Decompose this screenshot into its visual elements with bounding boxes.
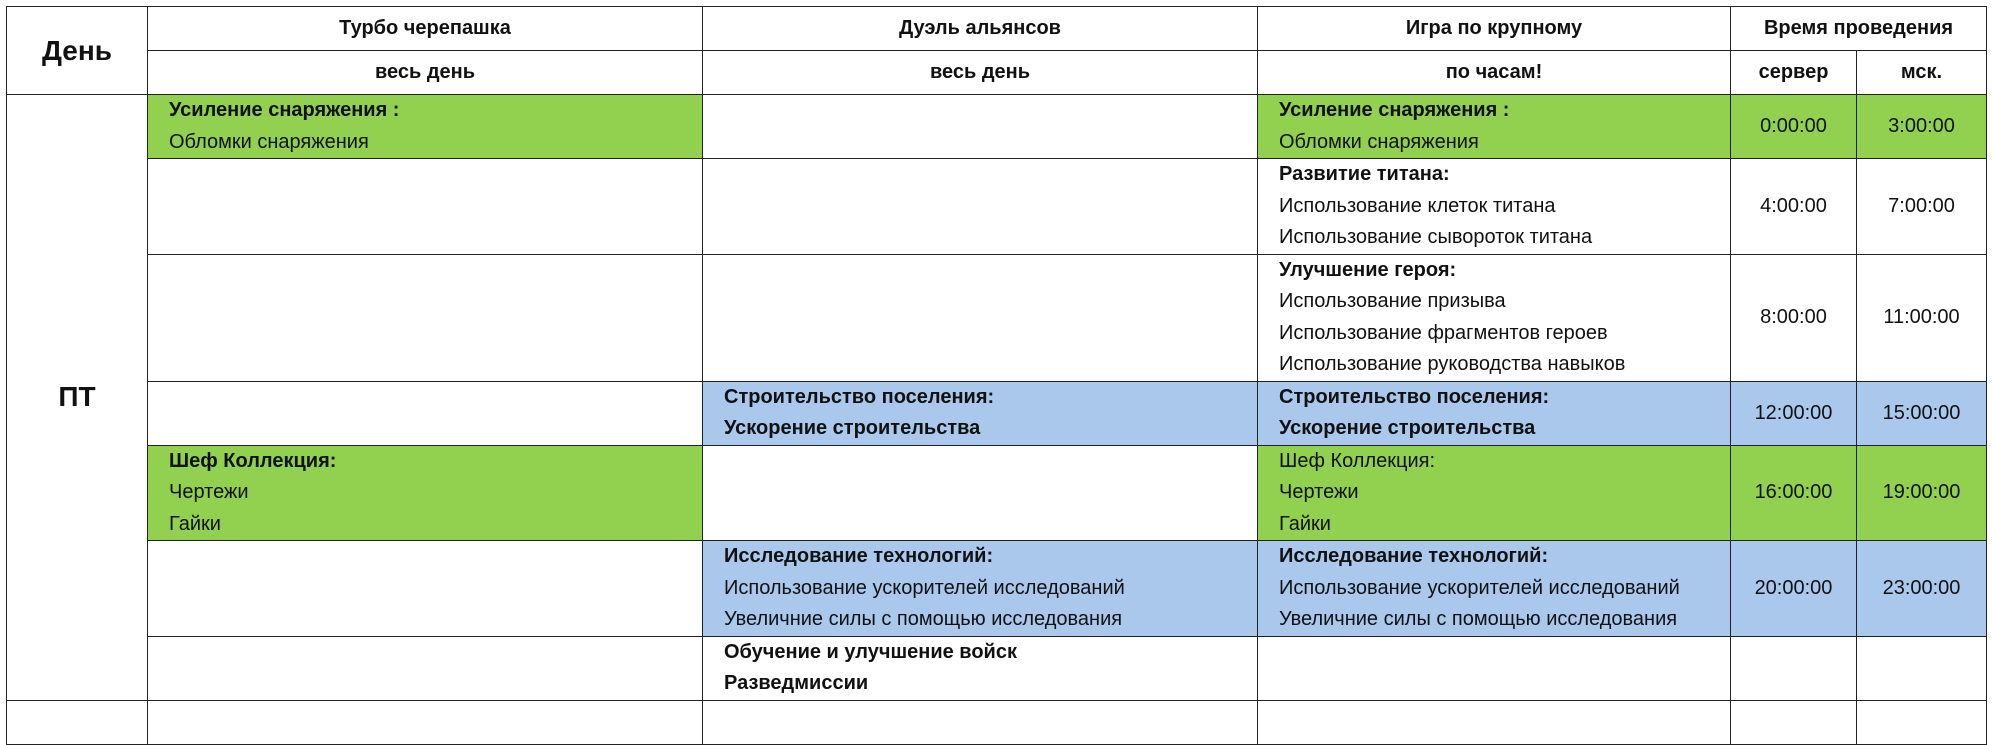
server-time: 8:00:00 bbox=[1731, 254, 1857, 381]
empty-cell bbox=[1857, 700, 1987, 744]
event-cell bbox=[1258, 95, 1731, 159]
event-title: Усиление снаряжения : bbox=[1279, 99, 1510, 121]
event-cell-empty bbox=[148, 541, 703, 637]
event-title: Строительство поселения: bbox=[1279, 385, 1550, 408]
event-title: Усиление снаряжения : bbox=[169, 99, 400, 121]
event-line: Использование фрагментов героев bbox=[1279, 321, 1608, 344]
table-row bbox=[7, 541, 1987, 637]
day-cell: ПТ bbox=[7, 95, 148, 701]
event-cell bbox=[1258, 445, 1731, 541]
event-cell bbox=[1258, 541, 1731, 637]
event-cell bbox=[703, 541, 1258, 637]
event-title: Строительство поселения: bbox=[724, 385, 995, 408]
event-cell-empty bbox=[148, 636, 703, 700]
event-cell-empty bbox=[703, 445, 1258, 541]
empty-cell bbox=[7, 700, 148, 744]
event-cell-empty bbox=[703, 159, 1258, 255]
table-row bbox=[7, 95, 1987, 159]
event-title: Развитие титана: bbox=[1279, 163, 1450, 185]
event-cell bbox=[1258, 159, 1731, 255]
time-header: Время проведения bbox=[1731, 7, 1987, 51]
col-big-game-sub: по часам! bbox=[1258, 51, 1731, 95]
event-title: Исследование технологий: bbox=[1279, 545, 1549, 567]
msk-time: 3:00:00 bbox=[1857, 95, 1987, 159]
schedule-sheet bbox=[6, 6, 1987, 745]
event-line: Гайки bbox=[169, 512, 221, 535]
msk-time: 15:00:00 bbox=[1857, 381, 1987, 445]
event-line: Использование сывороток титана bbox=[1279, 226, 1593, 248]
msk-time bbox=[1857, 636, 1987, 700]
table-row-empty bbox=[7, 700, 1987, 744]
event-title: Улучшение героя: bbox=[1279, 258, 1457, 281]
schedule-table bbox=[6, 6, 1987, 745]
event-line: Увеличние силы с помощью исследования bbox=[724, 608, 1123, 630]
msk-time-header: мск. bbox=[1857, 51, 1987, 95]
event-cell bbox=[703, 381, 1258, 445]
event-line: Чертежи bbox=[1279, 481, 1359, 503]
event-cell bbox=[1258, 254, 1731, 381]
server-time: 0:00:00 bbox=[1731, 95, 1857, 159]
event-cell-empty bbox=[703, 95, 1258, 159]
event-line: Гайки bbox=[1279, 512, 1331, 535]
msk-time: 23:00:00 bbox=[1857, 541, 1987, 637]
event-line: Обломки снаряжения bbox=[1279, 130, 1479, 153]
msk-time: 19:00:00 bbox=[1857, 445, 1987, 541]
event-title: Исследование технологий: bbox=[724, 545, 994, 567]
day-header: День bbox=[7, 7, 148, 95]
event-line: Использование клеток титана bbox=[1279, 194, 1556, 217]
empty-cell bbox=[703, 700, 1258, 744]
event-line: Использование призыва bbox=[1279, 290, 1506, 312]
empty-cell bbox=[148, 700, 703, 744]
col-turbo-turtle-header: Турбо черепашка bbox=[148, 7, 703, 51]
event-line: Увеличние силы с помощью исследования bbox=[1279, 608, 1678, 630]
event-cell bbox=[148, 445, 703, 541]
event-line: Использование руководства навыков bbox=[1279, 353, 1626, 375]
col-big-game-header: Игра по крупному bbox=[1258, 7, 1731, 51]
col-alliance-duel-header: Дуэль альянсов bbox=[703, 7, 1258, 51]
server-time: 4:00:00 bbox=[1731, 159, 1857, 255]
event-cell bbox=[148, 95, 703, 159]
event-title: Обучение и улучшение войск bbox=[724, 640, 1017, 663]
table-row bbox=[7, 445, 1987, 541]
event-cell-empty bbox=[148, 159, 703, 255]
event-line: Ускорение строительства bbox=[724, 417, 981, 439]
event-cell-empty bbox=[1258, 636, 1731, 700]
event-line: Чертежи bbox=[169, 481, 249, 503]
event-line: Обломки снаряжения bbox=[169, 130, 369, 153]
server-time: 16:00:00 bbox=[1731, 445, 1857, 541]
event-line: Разведмиссии bbox=[724, 672, 869, 694]
server-time bbox=[1731, 636, 1857, 700]
col-alliance-duel-sub: весь день bbox=[703, 51, 1258, 95]
event-line: Использование ускорителей исследований bbox=[724, 576, 1125, 599]
event-cell-empty bbox=[703, 254, 1258, 381]
event-title: Шеф Коллекция: bbox=[169, 449, 337, 472]
event-cell bbox=[703, 636, 1258, 700]
event-title: Шеф Коллекция: bbox=[1279, 449, 1436, 472]
msk-time: 7:00:00 bbox=[1857, 159, 1987, 255]
table-row bbox=[7, 636, 1987, 700]
server-time: 12:00:00 bbox=[1731, 381, 1857, 445]
server-time-header: сервер bbox=[1731, 51, 1857, 95]
empty-cell bbox=[1731, 700, 1857, 744]
event-cell-empty bbox=[148, 254, 703, 381]
event-cell-empty bbox=[148, 381, 703, 445]
event-line: Ускорение строительства bbox=[1279, 417, 1536, 439]
col-turbo-turtle-sub: весь день bbox=[148, 51, 703, 95]
event-cell bbox=[1258, 381, 1731, 445]
server-time: 20:00:00 bbox=[1731, 541, 1857, 637]
table-row bbox=[7, 381, 1987, 445]
empty-cell bbox=[1258, 700, 1731, 744]
table-row bbox=[7, 159, 1987, 255]
event-line: Использование ускорителей исследований bbox=[1279, 576, 1680, 599]
table-row bbox=[7, 254, 1987, 381]
msk-time: 11:00:00 bbox=[1857, 254, 1987, 381]
